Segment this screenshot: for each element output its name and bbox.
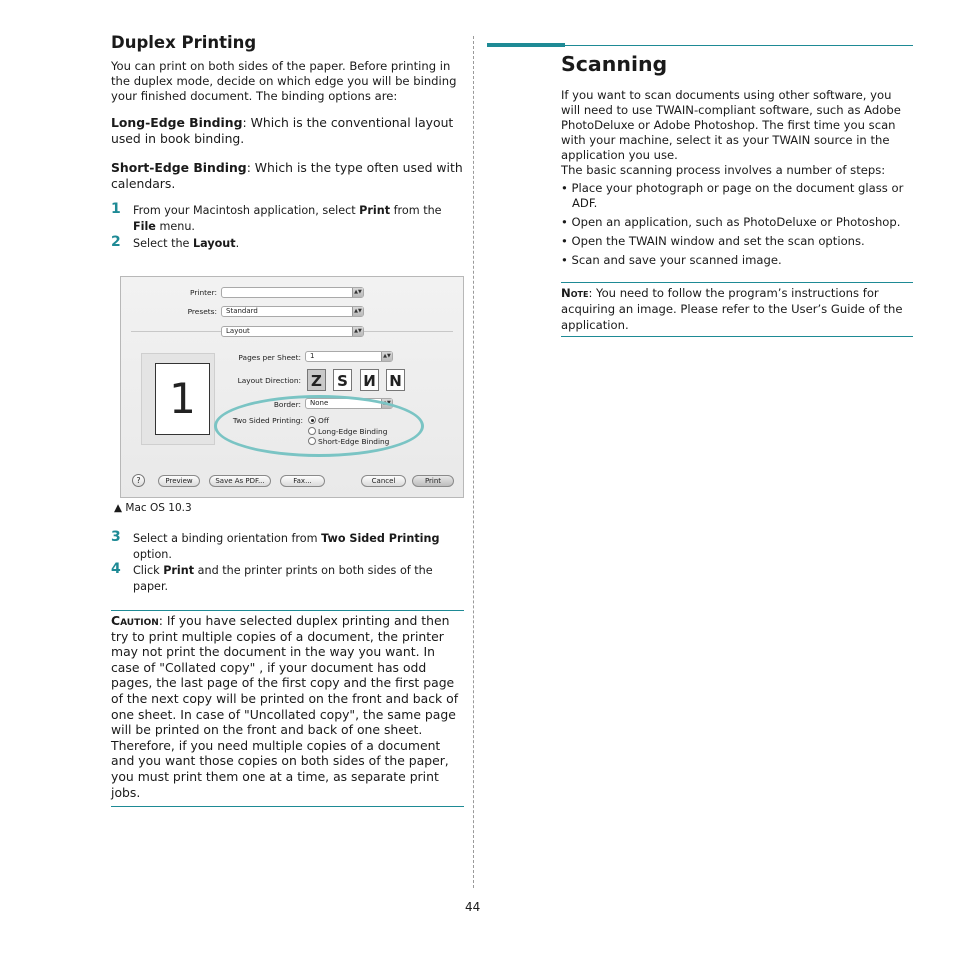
step-text: [133, 563, 443, 594]
option-off-label: Off: [318, 416, 329, 425]
direction-z-icon[interactable]: Z: [307, 369, 326, 391]
panel-value: Layout: [226, 327, 250, 335]
direction-n-icon[interactable]: N: [386, 369, 405, 391]
popup-arrows-icon: ▲▼: [352, 288, 363, 297]
caution-label: Caution: [111, 613, 159, 628]
two-sided-label: Two Sided Printing:: [232, 416, 303, 425]
caution-top-rule: [111, 610, 464, 611]
note-bottom-rule: [561, 336, 913, 337]
popup-arrows-icon: ▲▼: [381, 352, 392, 361]
long-edge-label: Long-Edge Binding: [111, 115, 243, 130]
preview-button[interactable]: Preview: [158, 475, 200, 487]
scanning-process: The basic scanning process involves a number of steps:: [561, 163, 886, 177]
long-edge-text: : Which is the conventional layout used in book binding.: [111, 115, 454, 146]
column-divider: [473, 36, 474, 888]
duplex-intro: You can print on both sides of the paper. Before printing in the duplex mode, decide on which edge you will be binding your finished document. The binding options are:: [111, 59, 457, 103]
step-text: [133, 203, 455, 234]
panel-popup[interactable]: [221, 326, 364, 337]
step-text-part: Click: [133, 564, 164, 577]
print-dialog-screenshot: [120, 276, 464, 498]
step-text: [133, 236, 455, 252]
section-accent-bar: [487, 43, 565, 47]
step-text-part: menu.: [155, 219, 195, 233]
section-top-rule: [565, 45, 913, 46]
option-long-edge-label: Long-Edge Binding: [318, 427, 388, 436]
presets-label: Presets:: [187, 307, 217, 316]
list-item: • Open the TWAIN window and set the scan options.: [561, 234, 865, 248]
highlight-ellipse: [214, 395, 424, 457]
caution-note: [111, 613, 463, 800]
step-text: [133, 531, 455, 562]
step-text-part: from the: [390, 204, 442, 217]
short-edge-label: Short-Edge Binding: [111, 160, 247, 175]
presets-value: Standard: [226, 307, 258, 315]
step-text-bold: Layout: [193, 237, 236, 250]
printer-label: Printer:: [190, 288, 217, 297]
scanning-steps-list: [561, 181, 913, 272]
step-text-part: option.: [133, 547, 172, 561]
print-button[interactable]: Print: [412, 475, 454, 487]
direction-reverse-n-icon[interactable]: И: [360, 369, 379, 391]
border-value: None: [310, 399, 329, 407]
step-text-part: .: [235, 237, 240, 250]
list-item: • Open an application, such as PhotoDeluxe or Photoshop.: [561, 215, 901, 229]
popup-arrows-icon: ▲▼: [352, 327, 363, 336]
step-number: 3: [111, 529, 121, 545]
caution-bottom-rule: [111, 806, 464, 807]
step-text-part: Select the: [133, 237, 193, 250]
cancel-button[interactable]: Cancel: [361, 475, 406, 487]
short-edge-text: : Which is the type often used with calendars.: [111, 160, 463, 191]
step-text-bold: File: [133, 219, 156, 233]
note-top-rule: [561, 282, 913, 283]
step-text-bold: Two Sided Printing: [321, 532, 440, 545]
page-preview: 1: [155, 363, 210, 435]
note-label: Note: [561, 286, 589, 300]
step-text-bold: Print: [163, 564, 195, 577]
pages-per-sheet-value: 1: [310, 352, 315, 360]
step-text-part: Select a binding orientation from: [133, 532, 322, 545]
pages-per-sheet-popup[interactable]: [305, 351, 393, 362]
step-text-part: and the printer prints on both sides of the paper.: [133, 564, 433, 593]
short-edge-paragraph: [111, 160, 463, 192]
scanning-intro: If you want to scan documents using other software, you will need to use TWAIN-compliant software, such as Adobe PhotoDeluxe or Adobe Photoshop. The first time you scan with your machine, select it as your TWAIN source in the application you use.: [561, 88, 901, 162]
popup-arrows-icon: ▲▼: [381, 399, 392, 408]
list-item: • Place your photograph or page on the document glass or ADF.: [561, 181, 904, 210]
step-text-part: From your Macintosh application, select: [133, 204, 360, 217]
page-number: 44: [465, 900, 481, 914]
save-as-pdf-button[interactable]: Save As PDF...: [209, 475, 271, 487]
step-number: 1: [111, 201, 121, 217]
list-item: • Scan and save your scanned image.: [561, 253, 782, 267]
step-text-bold: Print: [359, 204, 391, 217]
section-title-scanning: Scanning: [561, 52, 668, 76]
pages-per-sheet-label: Pages per Sheet:: [238, 353, 301, 362]
presets-popup[interactable]: [221, 306, 364, 317]
fax-button[interactable]: Fax...: [280, 475, 325, 487]
caution-text: : If you have selected duplex printing and then try to print multiple copies of a document, the printer may not print the document in the way you want. In case of "Collated copy" , if your document has odd pages, the last page of the first copy and the first page of the next copy will be printed on the front and back of one sheet. In case of "Uncollated copy", the same page will be printed on the front and back of one sheet. Therefore, if you need multiple copies of a document and you want those copies on both sides of the paper, you must print them one at a time, as separate print jobs.: [111, 613, 459, 800]
direction-s-icon[interactable]: S: [333, 369, 352, 391]
screenshot-caption: ▲ Mac OS 10.3: [114, 502, 192, 514]
printer-popup[interactable]: [221, 287, 364, 298]
note-text: : You need to follow the program’s instructions for acquiring an image. Please refer to the User’s Guide of the application.: [561, 286, 903, 332]
option-short-edge-label: Short-Edge Binding: [318, 437, 390, 446]
popup-arrows-icon: ▲▼: [352, 307, 363, 316]
layout-direction-label: Layout Direction:: [237, 376, 301, 385]
step-number: 4: [111, 561, 121, 577]
help-button[interactable]: ?: [132, 474, 145, 487]
section-title-duplex: Duplex Printing: [111, 33, 257, 52]
note: [561, 285, 913, 333]
step-number: 2: [111, 234, 121, 250]
long-edge-paragraph: [111, 115, 463, 147]
border-label: Border:: [273, 400, 301, 409]
